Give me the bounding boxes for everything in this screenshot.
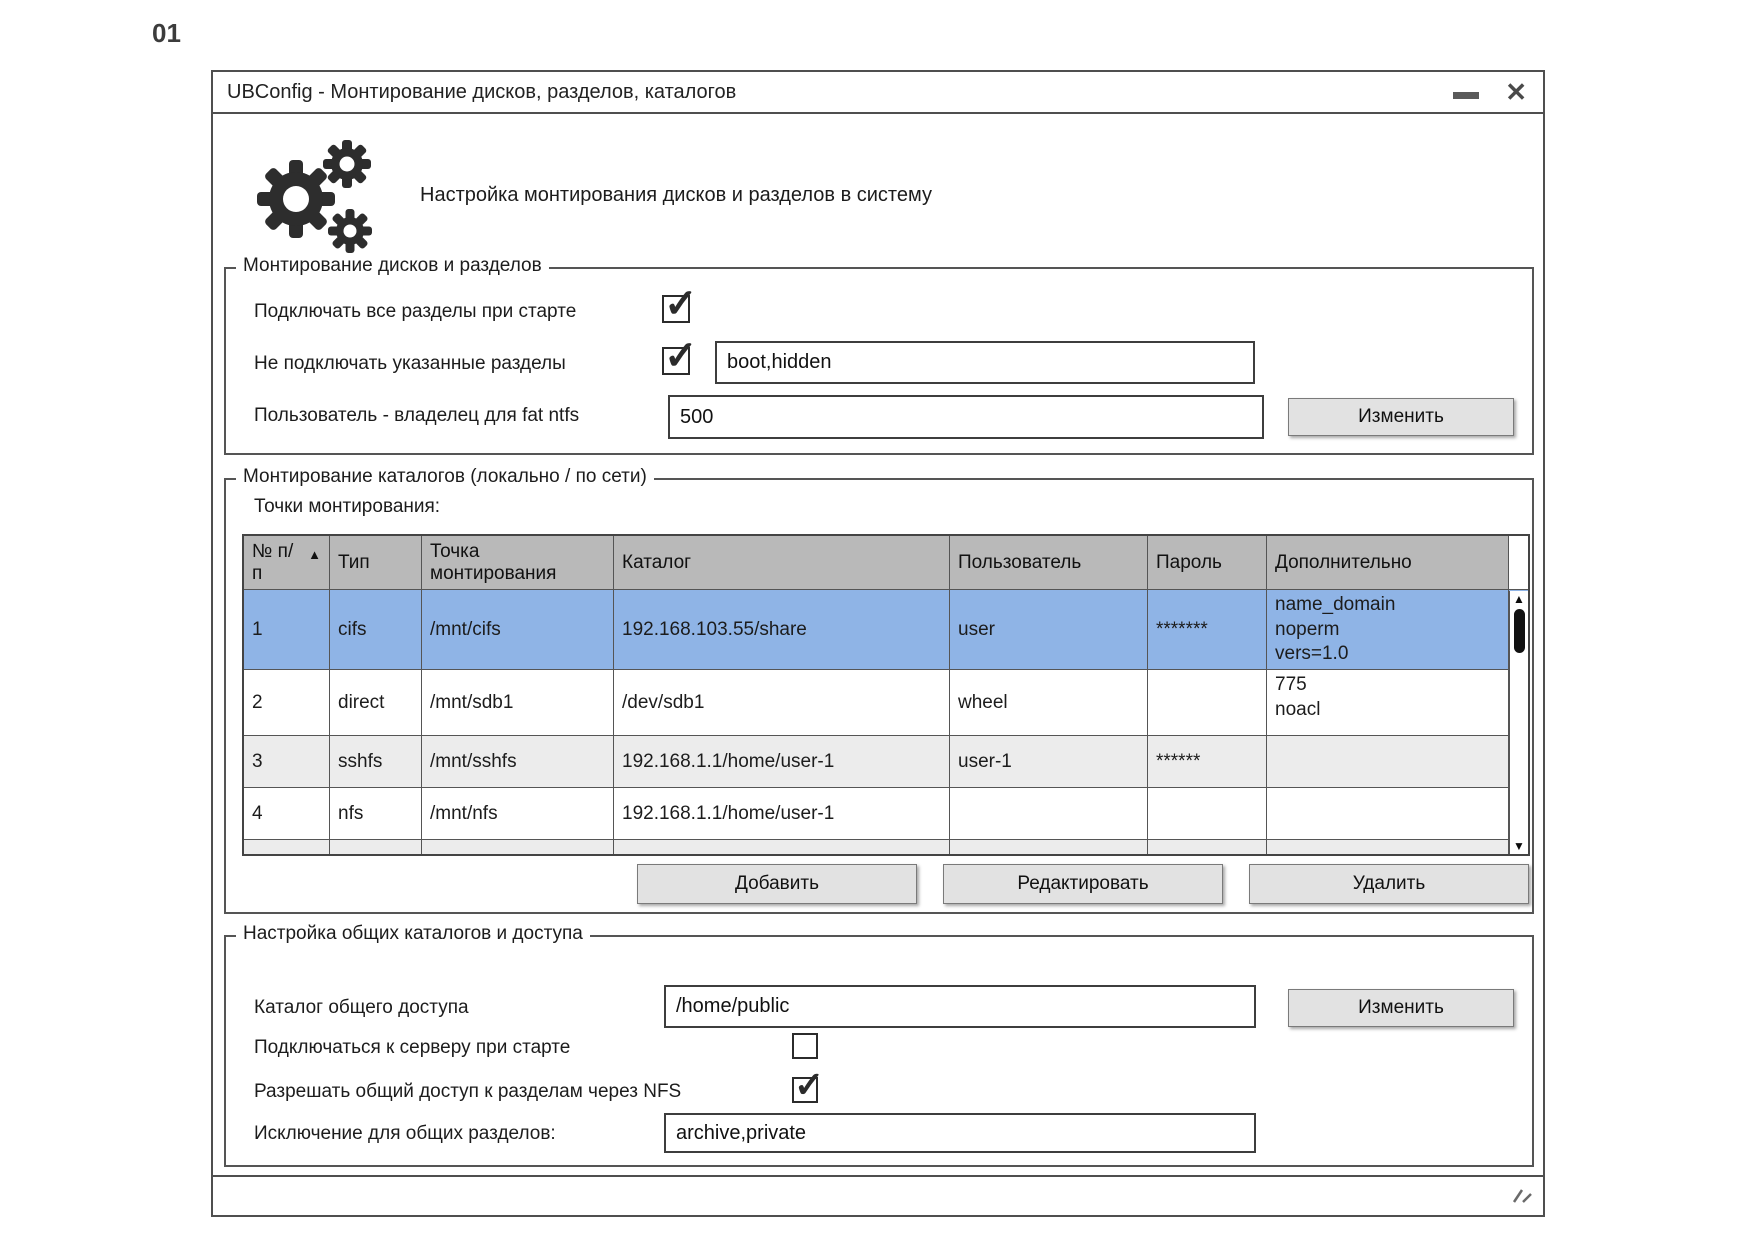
add-button[interactable]: Добавить xyxy=(637,864,917,904)
scroll-down-icon[interactable]: ▼ xyxy=(1513,839,1525,853)
gears-icon xyxy=(253,138,378,261)
sort-asc-icon: ▲ xyxy=(308,547,321,563)
exclude-partitions-input[interactable] xyxy=(715,341,1255,384)
table-header-row xyxy=(244,536,1528,590)
share-exclude-label: Исключение для общих разделов: xyxy=(254,1123,556,1144)
column-header-password[interactable]: Пароль xyxy=(1148,536,1267,589)
mount-points-table xyxy=(242,534,1530,856)
title-bar xyxy=(213,72,1543,114)
share-exclude-input[interactable] xyxy=(664,1113,1256,1153)
page-number-label: 01 xyxy=(152,18,181,48)
table-row[interactable]: 1 cifs /mnt/cifs 192.168.103.55/share user ******* name_domain noperm vers=1.0 xyxy=(244,590,1528,670)
group-disk-mounting xyxy=(224,255,1534,455)
group-catalog-mounting-legend: Монтирование каталогов (локально / по сети) xyxy=(236,466,654,488)
connect-on-start-label: Подключаться к серверу при старте xyxy=(254,1037,571,1058)
mount-points-label: Точки монтирования: xyxy=(254,496,441,517)
group-catalog-mounting xyxy=(224,466,1534,914)
minimize-icon[interactable] xyxy=(1453,92,1479,99)
resize-grip[interactable] xyxy=(1511,1185,1535,1210)
fat-ntfs-owner-label: Пользователь - владелец для fat ntfs xyxy=(254,405,580,426)
change-owner-button[interactable]: Изменить xyxy=(1288,398,1514,436)
fat-ntfs-owner-input[interactable] xyxy=(668,395,1264,439)
mount-all-checkbox[interactable] xyxy=(662,295,690,323)
mount-all-label: Подключать все разделы при старте xyxy=(254,301,577,322)
ubconfig-window xyxy=(211,70,1545,1217)
connect-on-start-checkbox[interactable] xyxy=(792,1033,818,1059)
share-dir-label: Каталог общего доступа xyxy=(254,997,469,1018)
table-row-partial xyxy=(244,840,1528,854)
header-stub xyxy=(1509,536,1528,589)
column-header-user[interactable]: Пользователь xyxy=(950,536,1148,589)
group-shared-access-legend: Настройка общих каталогов и доступа xyxy=(236,923,590,945)
nfs-share-checkbox[interactable] xyxy=(792,1077,818,1103)
table-row[interactable]: 3 sshfs /mnt/sshfs 192.168.1.1/home/user-1 user-1 ****** xyxy=(244,736,1528,788)
group-disk-mounting-legend: Монтирование дисков и разделов xyxy=(236,255,549,277)
window-title: UBConfig - Монтирование дисков, разделов, каталогов xyxy=(227,80,737,103)
table-row[interactable]: 2 direct /mnt/sdb1 /dev/sdb1 wheel 775 noacl xyxy=(244,670,1528,736)
column-header-type[interactable]: Тип xyxy=(330,536,422,589)
change-share-dir-button[interactable]: Изменить xyxy=(1288,989,1514,1027)
edit-button[interactable]: Редактировать xyxy=(943,864,1223,904)
scroll-up-icon[interactable]: ▲ xyxy=(1513,592,1525,606)
table-row[interactable]: 4 nfs /mnt/nfs 192.168.1.1/home/user-1 xyxy=(244,788,1528,840)
column-header-num[interactable]: № п/п ▲ xyxy=(244,536,330,589)
exclude-partitions-label: Не подключать указанные разделы xyxy=(254,353,566,374)
share-dir-input[interactable] xyxy=(664,985,1256,1028)
column-header-mount-point[interactable]: Точка монтирования xyxy=(422,536,614,589)
exclude-partitions-checkbox[interactable] xyxy=(662,347,690,375)
close-icon[interactable]: ✕ xyxy=(1505,77,1527,107)
group-shared-access xyxy=(224,923,1534,1167)
delete-button[interactable]: Удалить xyxy=(1249,864,1529,904)
scrollbar-thumb[interactable] xyxy=(1514,609,1525,653)
column-header-extra[interactable]: Дополнительно xyxy=(1267,536,1509,589)
column-header-catalog[interactable]: Каталог xyxy=(614,536,950,589)
table-scrollbar[interactable] xyxy=(1509,591,1528,854)
app-subtitle: Настройка монтирования дисков и разделов в систему xyxy=(420,184,932,206)
nfs-share-label: Разрешать общий доступ к разделам через NFS xyxy=(254,1081,682,1102)
status-bar xyxy=(213,1175,1543,1215)
